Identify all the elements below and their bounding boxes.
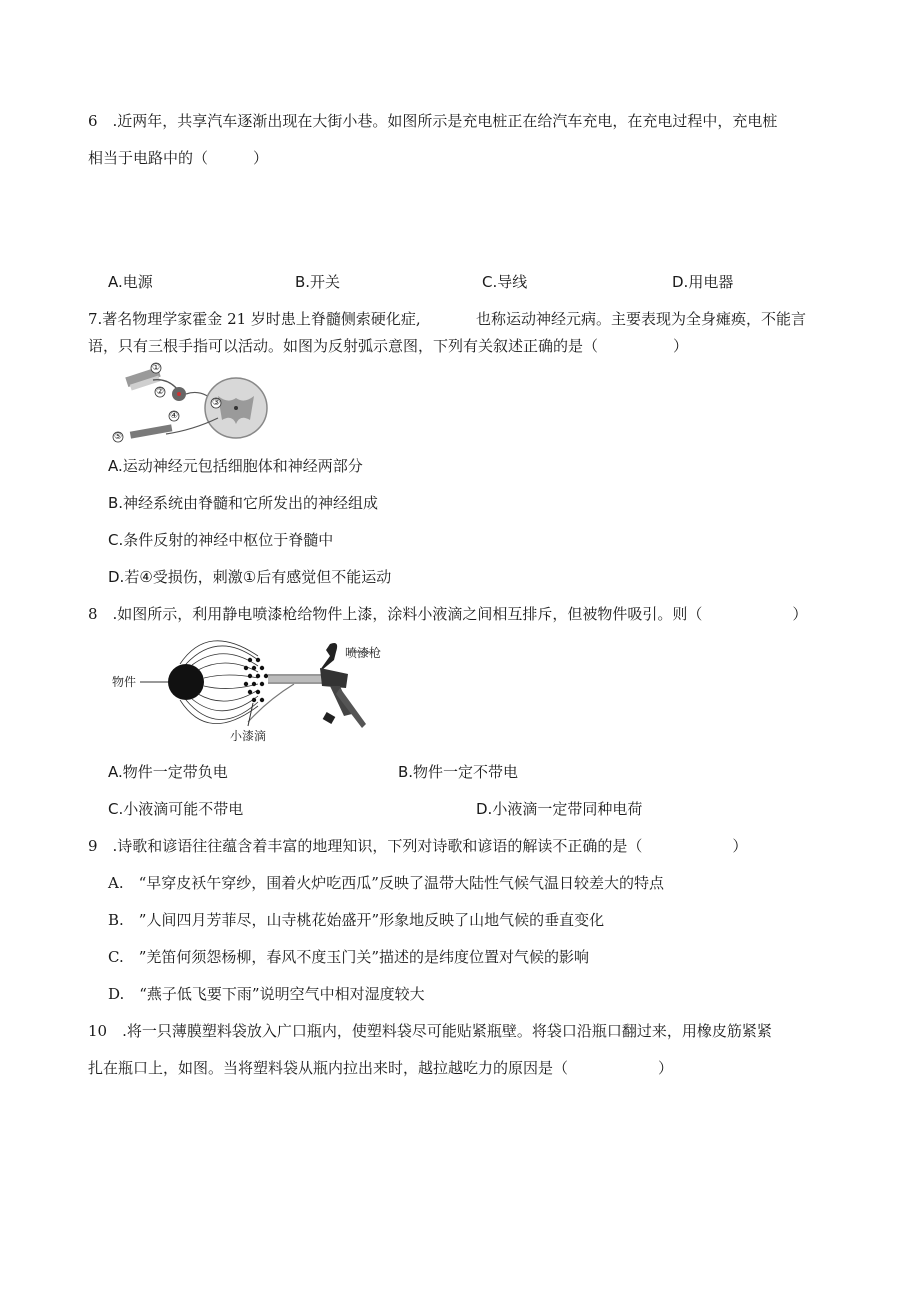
q6-option-d: D.用电器 — [672, 273, 734, 291]
q9-option-c: C. ”羌笛何须怨杨柳，春风不度玉门关”描述的是纬度位置对气候的影响 — [108, 948, 590, 966]
q6-option-c: C.导线 — [482, 273, 528, 291]
q6-stem-line1: 6 .近两年，共享汽车逐渐出现在大街小巷。如图所示是充电桩正在给汽车充电，在充电过程中，充电桩 — [88, 112, 778, 130]
effector-figure — [130, 424, 173, 438]
fig-label-1: ① — [151, 363, 161, 373]
label-droplet: 小漆滴 — [230, 729, 267, 743]
q7-option-c: C.条件反射的神经中枢位于脊髓中 — [108, 531, 334, 549]
q8-stem: 8 .如图所示，利用静电喷漆枪给物件上漆，涂料小液滴之间相互排斥，但被物件吸引。则（ ） — [88, 605, 808, 623]
q9-option-a: A. “早穿皮袄午穿纱，围着火炉吃西瓜”反映了温带大陆性气候气温日较差大的特点 — [108, 874, 664, 892]
q8-option-a: A.物件一定带负电 — [108, 763, 228, 781]
spray-gun-figure — [108, 630, 393, 748]
q8-option-c: C.小液滴可能不带电 — [108, 800, 244, 818]
q7-option-a: A.运动神经元包括细胞体和神经两部分 — [108, 457, 363, 475]
q10-stem-line2: 扎在瓶口上，如图。当将塑料袋从瓶内拉出来时，越拉越吃力的原因是（ ） — [88, 1059, 674, 1077]
q6-option-a: A.电源 — [108, 273, 153, 291]
q9-option-d: D. “燕子低飞要下雨”说明空气中相对湿度较大 — [108, 985, 425, 1003]
label-gun: 喷漆枪 — [345, 646, 382, 660]
fig-label-5: ⑤ — [113, 432, 123, 442]
q7-option-d: D.若④受损伤，刺激①后有感觉但不能运动 — [108, 568, 392, 586]
q6-stem-line2: 相当于电路中的（ ） — [88, 149, 269, 167]
fig-label-2: ② — [155, 387, 165, 397]
fig-label-3: ③ — [211, 398, 221, 408]
q9-stem: 9 .诗歌和谚语往往蕴含着丰富的地理知识，下列对诗歌和谚语的解读不正确的是（ ） — [88, 837, 748, 855]
q8-option-b: B.物件一定不带电 — [398, 763, 519, 781]
q7-option-b: B.神经系统由脊髓和它所发出的神经组成 — [108, 494, 379, 512]
reflex-arc-figure — [108, 360, 273, 448]
q9-option-b: B. ”人间四月芳菲尽，山寺桃花始盛开”形象地反映了山地气候的垂直变化 — [108, 911, 605, 929]
label-object: 物件 — [112, 675, 137, 689]
q7-stem-line2: 语，只有三根手指可以活动。如图为反射弧示意图，下列有关叙述正确的是（ ） — [88, 337, 689, 355]
q7-stem-line1b: 也称运动神经元病。主要表现为全身瘫痪，不能言 — [476, 310, 807, 328]
q8-option-d: D.小液滴一定带同种电荷 — [476, 800, 643, 818]
q7-stem-line1a: 7.著名物理学家霍金 21 岁时患上脊髓侧索硬化症, — [88, 310, 421, 328]
q6-option-b: B.开关 — [295, 273, 341, 291]
q10-stem-line1: 10 .将一只薄膜塑料袋放入广口瓶内，使塑料袋尽可能贴紧瓶壁。将袋口沿瓶口翻过来，用橡皮筋紧紧 — [88, 1022, 772, 1040]
fig-label-4: ④ — [169, 411, 179, 421]
